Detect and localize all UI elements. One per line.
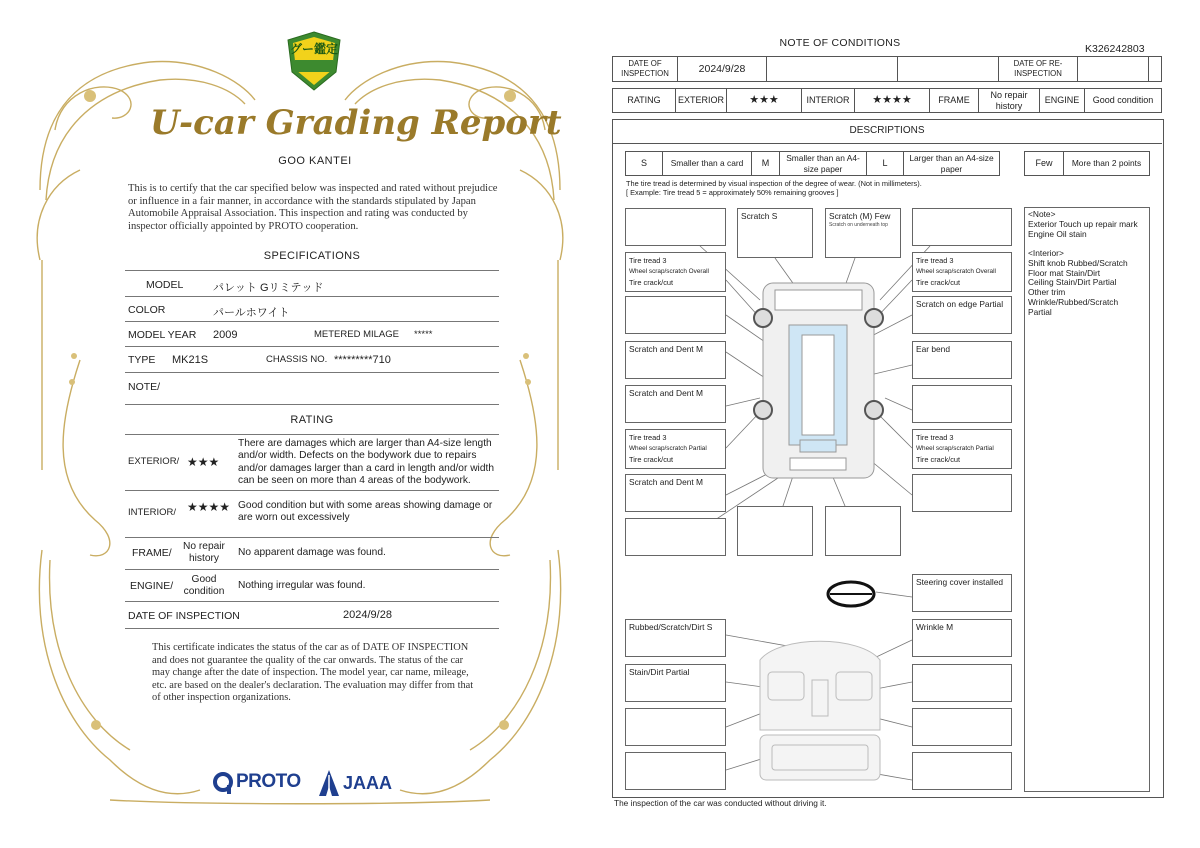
frame-value: No repair history (979, 89, 1040, 113)
type-value: MK21S (172, 354, 209, 366)
annotation-box-steering: Steering cover installed (912, 574, 1012, 612)
legend-few-desc: More than 2 points (1064, 152, 1150, 176)
tread-note-1: The tire tread is determined by visual inspection of the degree of wear. (Not in millimeters). (626, 179, 922, 188)
interior-item: Shift knob Rubbed/Scratch (1028, 257, 1128, 268)
annotation-box-empty (625, 752, 726, 790)
annotation-box-empty (912, 708, 1012, 746)
certificate-footer: This certificate indicates the status of the car as of DATE OF INSPECTION and does not guarantee the quality of the car onwards. The status of the car may change after the date of inspection. The model year, car name, mileage, etc. are based on the dealer's declaration. The evaluation may differ from that of other inspection organizations. (152, 642, 474, 704)
date-of-inspection-label: DATE OF INSPECTION (613, 57, 678, 82)
annotation-box-scratch-dent-2: Scratch and Dent M (625, 385, 726, 423)
certificate-title: U-car Grading Report (150, 103, 562, 143)
frame-value: No repair history (183, 541, 225, 565)
notes-panel (1024, 207, 1150, 792)
legend-l-desc: Larger than an A4-size paper (904, 152, 1000, 176)
annotation-box-scratch-dent-1: Scratch and Dent M (625, 341, 726, 379)
descriptions-heading: DESCRIPTIONS (612, 119, 1162, 144)
metered-milage-label: METERED MILAGE (314, 329, 399, 340)
model-label: MODEL (146, 279, 184, 291)
type-label: TYPE (128, 354, 156, 366)
engine-label: ENGINE (1040, 89, 1085, 113)
date-of-inspection-value: 2024/9/28 (343, 609, 392, 621)
annotation-box-empty (625, 296, 726, 334)
note-label: NOTE/ (128, 381, 161, 393)
serial-number: K326242803 (1085, 43, 1145, 55)
metered-milage-value: ***** (414, 329, 433, 340)
engine-value: Good condition (183, 574, 225, 598)
note-item: Exterior Touch up repair mark (1028, 218, 1138, 229)
rating-heading: RATING (290, 414, 334, 426)
annotation-box-scratch-dent-3: Scratch and Dent M (625, 474, 726, 512)
annotation-box-empty (625, 208, 726, 246)
annotation-box-empty (625, 708, 726, 746)
annotation-box-empty (912, 752, 1012, 790)
annotation-box-stain: Stain/Dirt Partial (625, 664, 726, 702)
jaaa-logo: JAAA (343, 773, 393, 793)
certificate-subtitle: GOO KANTEI (278, 155, 352, 167)
note-heading: <Note> (1028, 209, 1056, 219)
chassis-value: *********710 (334, 354, 391, 366)
annotation-box-empty (912, 664, 1012, 702)
annotation-box-tire-front-right: Tire tread 3 Wheel scrap/scratch Overall Tire crack/cut (912, 252, 1012, 292)
frame-label: FRAME (930, 89, 979, 113)
interior-label: INTERIOR/ (128, 507, 177, 518)
annotation-box-empty (625, 518, 726, 556)
interior-stars: ★★★★ (187, 500, 231, 514)
annotation-box-tire-rear-left: Tire tread 3 Wheel scrap/scratch Partial Tire crack/cut (625, 429, 726, 469)
exterior-label: EXTERIOR (676, 89, 727, 113)
model-value: パレット Gリミテッド (213, 282, 324, 294)
legend-s: S (626, 152, 663, 176)
annotation-box-rubbed: Rubbed/Scratch/Dirt S (625, 619, 726, 657)
engine-label: ENGINE/ (130, 580, 174, 592)
exterior-label: EXTERIOR/ (128, 456, 180, 467)
model-year-value: 2009 (213, 329, 238, 341)
interior-description: Good condition but with some areas showing damage or are worn out excessively (238, 500, 493, 524)
legend-m: M (752, 152, 780, 176)
interior-item: Partial (1028, 307, 1052, 318)
annotation-box-empty (912, 385, 1012, 423)
interior-item: Other trim (1028, 287, 1066, 298)
engine-value: Good condition (1085, 89, 1162, 113)
date-of-inspection-label: DATE OF INSPECTION (128, 610, 240, 622)
annotation-box-scratch-s: Scratch S (737, 208, 813, 258)
annotation-box-scratch-edge: Scratch on edge Partial (912, 296, 1012, 334)
certificate-intro: This is to certify that the car specified below was inspected and rated without prejudice or influence in a fair manner, in accordance with the standards stipulated by Japan Automobile Appraisal Association. This inspection and rating was conducted by inspector officially appointed by PROTO cooperation. (128, 183, 498, 232)
car-interior-view (760, 641, 880, 780)
interior-item: Wrinkle/Rubbed/Scratch (1028, 297, 1119, 308)
exterior-stars: ★★★ (727, 89, 802, 113)
interior-item: Floor mat Stain/Dirt (1028, 267, 1101, 278)
legend-few: Few (1025, 152, 1064, 176)
badge-text: グー鑑定 (289, 42, 338, 56)
rating-label: RATING (613, 89, 676, 113)
date-of-inspection-value: 2024/9/28 (678, 57, 767, 82)
interior-stars: ★★★★ (855, 89, 930, 113)
interior-item: Ceiling Stain/Dirt Partial (1028, 277, 1117, 288)
annotation-box-tire-front-left: Tire tread 3 Wheel scrap/scratch Overall Tire crack/cut (625, 252, 726, 292)
steering-wheel-icon (828, 582, 874, 606)
annotation-box-empty (737, 506, 813, 556)
exterior-stars: ★★★ (187, 455, 220, 469)
legend-s-desc: Smaller than a card (663, 152, 752, 176)
bottom-note: The inspection of the car was conducted without driving it. (614, 798, 827, 808)
annotation-box-scratch-m-few: Scratch (M) Few Scratch on underneath top (825, 208, 901, 258)
chassis-label: CHASSIS NO. (266, 354, 328, 365)
annotation-box-wrinkle: Wrinkle M (912, 619, 1012, 657)
color-label: COLOR (128, 304, 166, 316)
conditions-title: NOTE OF CONDITIONS (779, 37, 901, 49)
annotation-box-empty (825, 506, 901, 556)
annotation-box-empty (912, 208, 1012, 246)
interior-label: INTERIOR (802, 89, 855, 113)
note-item: Engine Oil stain (1028, 228, 1087, 239)
color-value: パールホワイト (213, 307, 290, 319)
tread-note-2: [ Example: Tire tread 5 = approximately 50% remaining grooves ] (626, 188, 839, 197)
annotation-box-ear-bend: Ear bend (912, 341, 1012, 379)
proto-logo: PROTO (236, 771, 301, 792)
frame-label: FRAME/ (132, 547, 172, 559)
annotation-box-tire-rear-right: Tire tread 3 Wheel scrap/scratch Partial Tire crack/cut (912, 429, 1012, 469)
car-top-view (763, 283, 874, 478)
legend-l: L (867, 152, 904, 176)
frame-description: No apparent damage was found. (238, 547, 386, 558)
specifications-heading: SPECIFICATIONS (263, 250, 361, 262)
exterior-description: There are damages which are larger than A4-size length and/or width. Defects on the bodywork due to repairs and/or damages larger than a card in length and/or width can be seen on more than 4 areas of the bodywork. (238, 438, 494, 487)
interior-heading: <Interior> (1028, 247, 1064, 258)
annotation-box-empty (912, 474, 1012, 512)
legend-m-desc: Smaller than an A4-size paper (780, 152, 867, 176)
engine-description: Nothing irregular was found. (238, 580, 366, 591)
date-of-reinspection-label: DATE OF RE-INSPECTION (999, 57, 1078, 82)
model-year-label: MODEL YEAR (128, 329, 197, 341)
